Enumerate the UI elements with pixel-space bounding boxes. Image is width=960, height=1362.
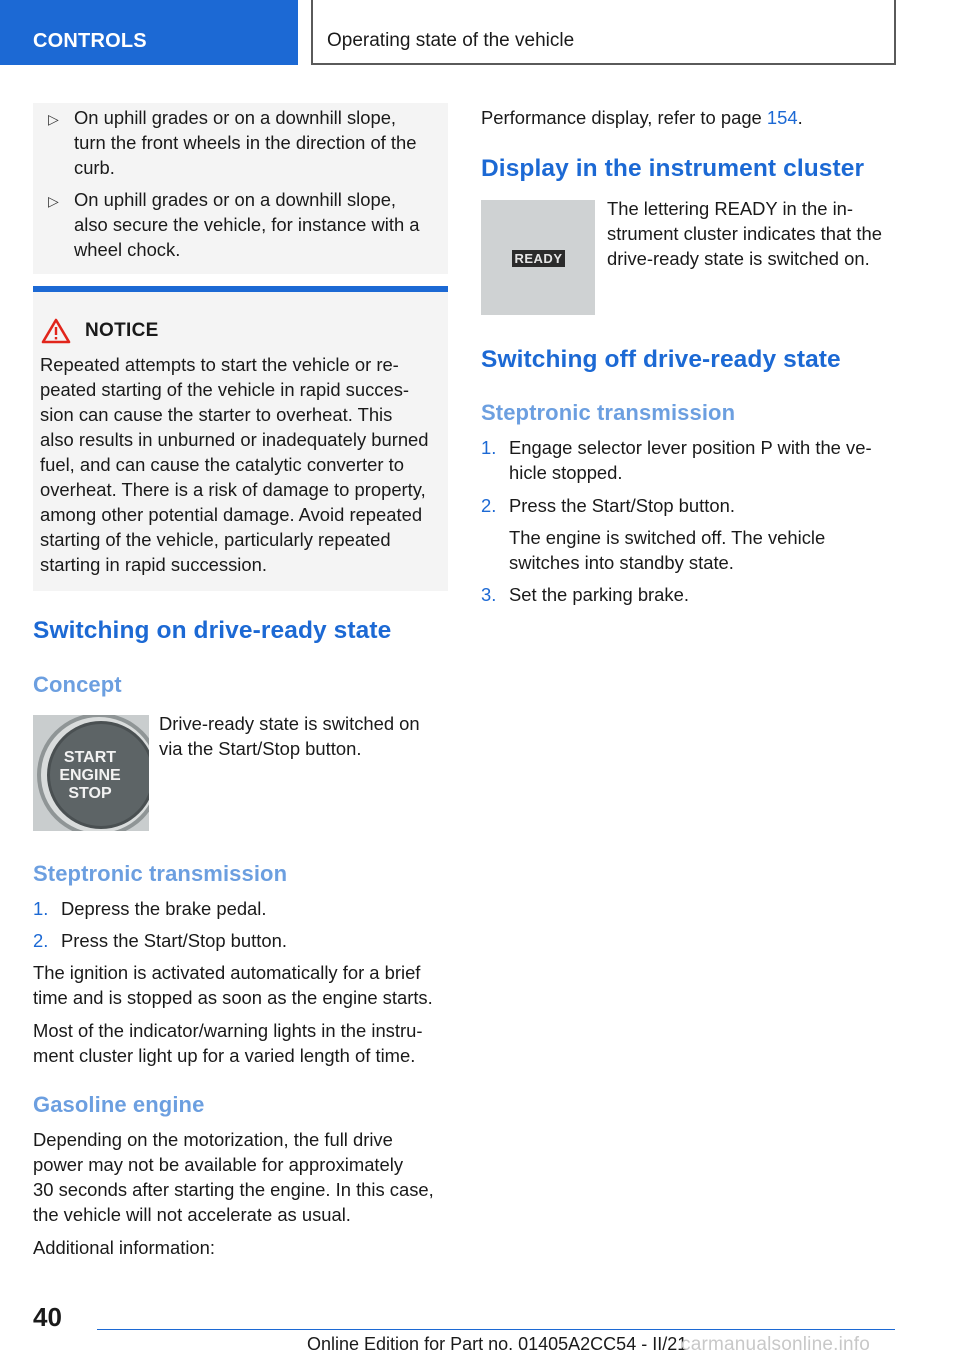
display-text bbox=[607, 196, 902, 271]
concept-line: via the Start/Stop button. bbox=[159, 738, 362, 759]
paragraph-line: ment cluster light up for a varied length of time. bbox=[33, 1045, 416, 1066]
step-text bbox=[509, 493, 899, 518]
step-number: 3. bbox=[481, 584, 497, 605]
chapter-header bbox=[311, 0, 896, 65]
display-line: strument cluster indicates that the bbox=[607, 223, 882, 244]
bullet-line: also secure the vehicle, for instance with a bbox=[74, 214, 420, 235]
heading-switching-off: Switching off drive-ready state bbox=[481, 346, 841, 373]
notice-line: starting of the vehicle, particularly repeated bbox=[40, 529, 391, 550]
start-stop-button-image bbox=[33, 715, 149, 831]
bullet-line: On uphill grades or on a downhill slope, bbox=[74, 189, 397, 210]
concept-text bbox=[159, 711, 449, 761]
performance-text: Performance display, refer to page bbox=[481, 107, 767, 128]
footer-divider bbox=[97, 1329, 895, 1330]
notice-line: fuel, and can cause the catalytic converter to bbox=[40, 454, 404, 475]
chapter-title: Operating state of the vehicle bbox=[327, 30, 575, 51]
notice-line: peated starting of the vehicle in rapid succes- bbox=[40, 379, 410, 400]
start-engine-stop-icon bbox=[33, 715, 149, 831]
paragraph-line: Depending on the motorization, the full drive bbox=[33, 1129, 393, 1150]
notice-box bbox=[33, 286, 448, 591]
bullet-line: curb. bbox=[74, 157, 115, 178]
step-line: Press the Start/Stop button. bbox=[509, 495, 735, 516]
paragraph-line: the vehicle will not accelerate as usual. bbox=[33, 1204, 351, 1225]
bullet-line: On uphill grades or on a downhill slope, bbox=[74, 107, 397, 128]
section-title: CONTROLS bbox=[33, 30, 147, 52]
concept-line: Drive-ready state is switched on bbox=[159, 713, 420, 734]
heading-switching-on: Switching on drive-ready state bbox=[33, 617, 392, 644]
notice-title: NOTICE bbox=[85, 320, 159, 341]
paragraph-line: time and is stopped as soon as the engine starts. bbox=[33, 987, 433, 1008]
ignition-paragraph bbox=[33, 960, 453, 1010]
heading-steptronic-on: Steptronic transmission bbox=[33, 861, 288, 886]
display-line: The lettering READY in the in- bbox=[607, 198, 854, 219]
heading-steptronic-off: Steptronic transmission bbox=[481, 400, 736, 425]
page-link-154[interactable]: 154 bbox=[766, 107, 798, 128]
ready-display-image bbox=[481, 200, 595, 315]
page-number: 40 bbox=[33, 1302, 62, 1332]
paragraph-line: Most of the indicator/warning lights in the instru- bbox=[33, 1020, 423, 1041]
heading-concept: Concept bbox=[33, 672, 122, 697]
ready-text: READY bbox=[514, 251, 563, 266]
step-number: 2. bbox=[33, 930, 49, 951]
notice-line: sion can cause the starter to overheat. This bbox=[40, 404, 393, 425]
step-text: Press the Start/Stop button. bbox=[61, 930, 287, 951]
step-2-result bbox=[509, 525, 901, 575]
step-line: Engage selector lever position P with the ve- bbox=[509, 437, 872, 458]
paragraph-line: power may not be available for approximately bbox=[33, 1154, 404, 1175]
notice-line: overheat. There is a risk of damage to property, bbox=[40, 479, 426, 500]
button-text-start: START bbox=[63, 749, 117, 766]
gasoline-paragraph bbox=[33, 1127, 453, 1227]
warning-triangle-icon bbox=[41, 318, 71, 344]
watermark: carmanualsonline.info bbox=[681, 1334, 871, 1355]
additional-info: Additional information: bbox=[33, 1237, 215, 1258]
performance-reference bbox=[481, 105, 803, 130]
period: . bbox=[797, 107, 803, 128]
bullet-line: wheel chock. bbox=[74, 239, 181, 260]
step-line: Set the parking brake. bbox=[509, 584, 689, 605]
display-line: drive-ready state is switched on. bbox=[607, 248, 870, 269]
button-text-stop: STOP bbox=[68, 785, 112, 802]
bullet-line: turn the front wheels in the direction of the bbox=[74, 132, 417, 153]
heading-gasoline: Gasoline engine bbox=[33, 1092, 205, 1117]
section-tab bbox=[0, 0, 298, 65]
notice-text bbox=[40, 352, 446, 577]
notice-line: also results in unburned or inadequately burned bbox=[40, 429, 429, 450]
indicator-paragraph bbox=[33, 1018, 453, 1068]
step-number: 1. bbox=[481, 437, 497, 458]
step-line: hicle stopped. bbox=[509, 462, 623, 483]
step-text bbox=[509, 582, 899, 607]
step-text: Depress the brake pedal. bbox=[61, 898, 267, 919]
triangle-bullet-icon: ▷ bbox=[48, 111, 59, 127]
step-number: 2. bbox=[481, 495, 497, 516]
step-result-line: The engine is switched off. The vehicle bbox=[509, 527, 826, 548]
paragraph-line: 30 seconds after starting the engine. In this case, bbox=[33, 1179, 434, 1200]
paragraph-line: The ignition is activated automatically for a brief bbox=[33, 962, 421, 983]
notice-line: among other potential damage. Avoid repeated bbox=[40, 504, 423, 525]
notice-line: Repeated attempts to start the vehicle or re- bbox=[40, 354, 399, 375]
step-number: 1. bbox=[33, 898, 49, 919]
heading-display-cluster: Display in the instrument cluster bbox=[481, 155, 865, 182]
triangle-bullet-icon: ▷ bbox=[48, 193, 59, 209]
notice-line: starting in rapid succession. bbox=[40, 554, 267, 575]
bullet-box bbox=[33, 103, 448, 274]
edition-text: Online Edition for Part no. 01405A2CC54 - II/21 bbox=[307, 1334, 688, 1354]
ready-indicator-icon bbox=[481, 200, 595, 315]
step-text bbox=[509, 435, 899, 485]
button-text-engine: ENGINE bbox=[59, 767, 121, 784]
step-result-line: switches into standby state. bbox=[509, 552, 734, 573]
